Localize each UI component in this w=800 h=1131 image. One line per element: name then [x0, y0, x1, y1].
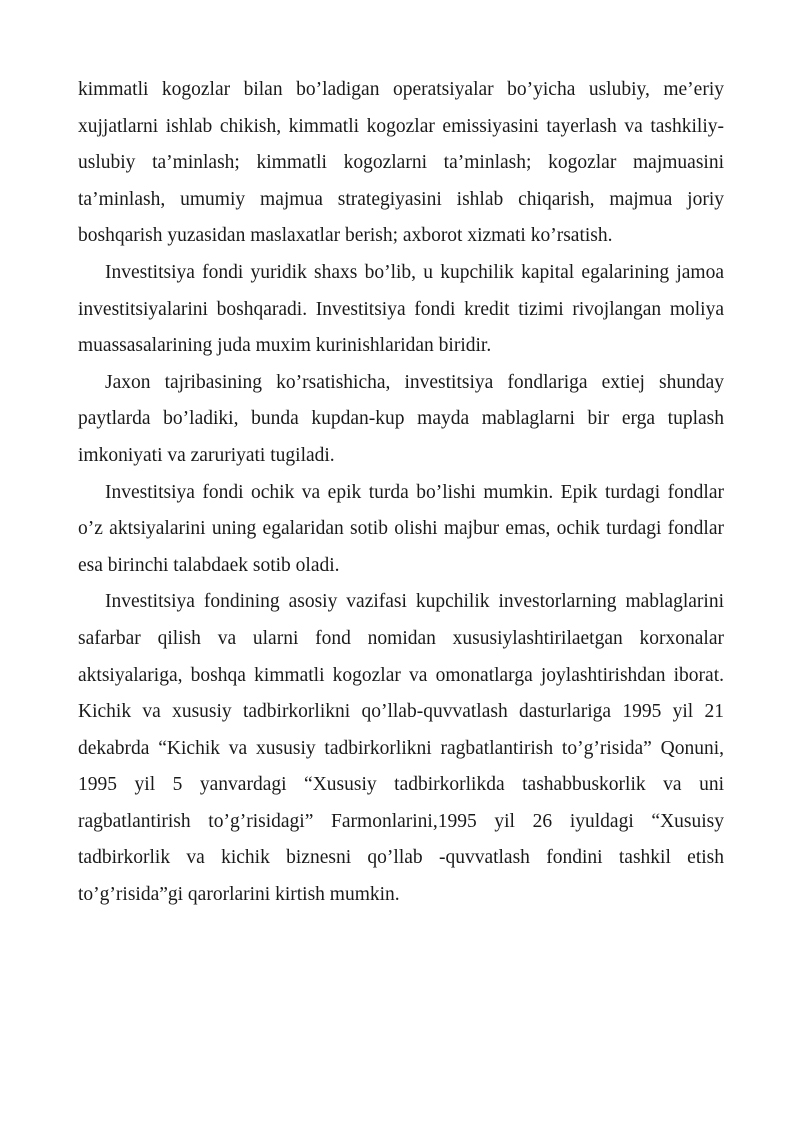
paragraph-3: Jaxon tajribasining ko’rsatishicha, investitsiya fondlariga extiej shunday paytlarda bo’ladiki, bunda kupdan-kup mayda mablaglarni bir erga tuplash imkoniyati va zaruriyati tugiladi.: [78, 371, 724, 466]
paragraph-1: kimmatli kogozlar bilan bo’ladigan operatsiyalar bo’yicha uslubiy, me’eriy xujjatlarni ishlab chikish, kimmatli kogozlar emissiyasini tayerlash va tashkiliy-uslubiy ta’minlash; kimmatli kogozlarni ta’minlash; kogozlar majmuasini ta’minlash, umumiy majmua strategiyasini ishlab chiqarish, majmua joriy boshqarish yuzasidan maslaxatlar berish; axborot xizmati ko’rsatish.: [78, 79, 724, 247]
paragraph-5: Investitsiya fondining asosiy vazifasi kupchilik investorlarning mablaglarini safarbar qilish va ularni fond nomidan xususiylashtirilaetgan korxonalar aktsiyalariga, boshqa kimmatli kogozlar va omonatlarga joylashtirishdan iborat. Kichik va xususiy tadbirkorlikni qo’llab-quvvatlash dasturlariga 1995 yil 21 dekabrda “Kichik va xususiy tadbirkorlikni ragbatlantirish to’g’risida” Qonuni, 1995 yil 5 yanvardagi “Xususiy tadbirkorlikda tashabbuskorlik va uni ragbatlantirish to’g’risidagi” Farmonlarini,1995 yil 26 iyuldagi “Xusuisy tadbirkorlik va kichik biznesni qo’llab -quvvatlash fondini tashkil etish to’g’risida”gi qarorlarini kirtish mumkin.: [78, 591, 724, 906]
paragraph-2: Investitsiya fondi yuridik shaxs bo’lib, u kupchilik kapital egalarining jamoa investitsiyalarini boshqaradi. Investitsiya fondi kredit tizimi rivojlangan moliya muassasalarining juda muxim kurinishlaridan biridir.: [78, 261, 724, 357]
paragraph-4: Investitsiya fondi ochik va epik turda bo’lishi mumkin. Epik turdagi fondlar o’z aktsiyalarini uning egalaridan sotib olishi majbur emas, ochik turdagi fondlar esa birinchi talabdaek sotib oladi.: [78, 481, 724, 576]
document-page: [78, 72, 724, 914]
